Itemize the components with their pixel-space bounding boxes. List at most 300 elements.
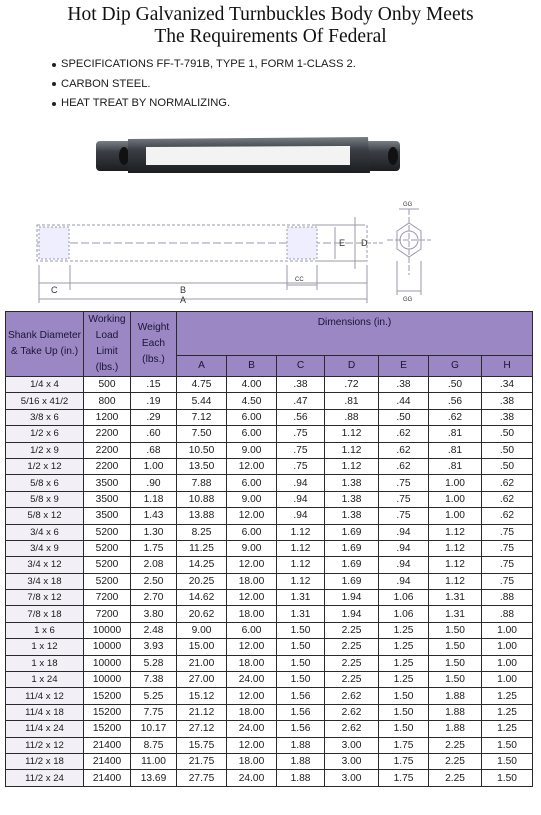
cell-b: 24.00	[227, 770, 277, 786]
cell-a: 9.00	[177, 622, 227, 638]
cell-d: 1.94	[325, 590, 379, 606]
cell-e: .50	[379, 409, 429, 425]
cell-load: 2200	[84, 458, 131, 474]
table-row	[6, 426, 533, 442]
cell-d: 1.12	[325, 426, 379, 442]
cell-shank: 11/4 x 24	[6, 721, 84, 737]
cell-g: .56	[429, 393, 482, 409]
cell-a: 27.12	[177, 721, 227, 737]
cell-c: 1.12	[277, 540, 325, 556]
cell-load: 1200	[84, 409, 131, 425]
cell-h: 1.50	[482, 753, 533, 769]
cell-load: 15200	[84, 688, 131, 704]
cell-weight: 13.69	[131, 770, 177, 786]
cell-d: 2.62	[325, 688, 379, 704]
header-dim-g: G	[429, 356, 482, 377]
cell-b: 12.00	[227, 557, 277, 573]
cell-c: .47	[277, 393, 325, 409]
cell-weight: 5.25	[131, 688, 177, 704]
cell-load: 5200	[84, 573, 131, 589]
cell-b: 4.00	[227, 377, 277, 393]
cell-c: 1.50	[277, 622, 325, 638]
spec-text: CARBON STEEL.	[61, 77, 151, 90]
cell-b: 6.00	[227, 524, 277, 540]
cell-shank: 5/16 x 41/2	[6, 393, 84, 409]
cell-h: .50	[482, 442, 533, 458]
cell-a: 20.62	[177, 606, 227, 622]
cell-shank: 7/8 x 12	[6, 590, 84, 606]
cell-c: 1.88	[277, 753, 325, 769]
cell-a: 13.88	[177, 508, 227, 524]
cell-a: 14.25	[177, 557, 227, 573]
cell-d: 1.38	[325, 508, 379, 524]
cell-shank: 3/4 x 18	[6, 573, 84, 589]
cell-a: 14.62	[177, 590, 227, 606]
dim-label-gg-bottom: GG	[403, 297, 413, 303]
cell-shank: 1/2 x 12	[6, 458, 84, 474]
cell-h: .62	[482, 508, 533, 524]
cell-a: 5.44	[177, 393, 227, 409]
cell-d: 2.62	[325, 721, 379, 737]
cell-b: 18.00	[227, 655, 277, 671]
cell-d: 2.25	[325, 672, 379, 688]
cell-load: 5200	[84, 557, 131, 573]
spec-bullet	[62, 75, 356, 95]
cell-shank: 1/2 x 6	[6, 426, 84, 442]
cell-load: 3500	[84, 475, 131, 491]
cell-e: 1.06	[379, 606, 429, 622]
cell-d: 3.00	[325, 753, 379, 769]
cell-b: 6.00	[227, 475, 277, 491]
cell-shank: 5/8 x 9	[6, 491, 84, 507]
cell-shank: 11/2 x 12	[6, 737, 84, 753]
table-row	[6, 721, 533, 737]
cell-c: .38	[277, 377, 325, 393]
cell-d: 1.12	[325, 442, 379, 458]
cell-c: 1.50	[277, 672, 325, 688]
cell-e: .62	[379, 426, 429, 442]
cell-d: 3.00	[325, 770, 379, 786]
header-dim-a: A	[177, 356, 227, 377]
table-row	[6, 508, 533, 524]
cell-b: 18.00	[227, 704, 277, 720]
cell-g: .50	[429, 377, 482, 393]
table-row	[6, 573, 533, 589]
cell-weight: .29	[131, 409, 177, 425]
cell-b: 12.00	[227, 688, 277, 704]
table-row	[6, 475, 533, 491]
dim-label-b: B	[180, 285, 187, 295]
cell-load: 3500	[84, 491, 131, 507]
cell-weight: 1.43	[131, 508, 177, 524]
cell-b: 12.00	[227, 590, 277, 606]
cell-d: 1.38	[325, 475, 379, 491]
cell-load: 2200	[84, 426, 131, 442]
cell-d: 1.12	[325, 458, 379, 474]
cell-c: 1.50	[277, 639, 325, 655]
cell-g: .81	[429, 458, 482, 474]
dim-label-e: E	[339, 238, 346, 248]
cell-h: 1.00	[482, 655, 533, 671]
cell-weight: 7.38	[131, 672, 177, 688]
cell-g: 1.12	[429, 524, 482, 540]
table-row	[6, 458, 533, 474]
cell-a: 7.12	[177, 409, 227, 425]
turnbuckle-photo	[88, 125, 408, 185]
cell-e: .94	[379, 557, 429, 573]
cell-shank: 11/2 x 24	[6, 770, 84, 786]
cell-b: 12.00	[227, 639, 277, 655]
cell-a: 27.75	[177, 770, 227, 786]
cell-shank: 11/4 x 12	[6, 688, 84, 704]
cell-shank: 5/8 x 12	[6, 508, 84, 524]
cell-a: 15.12	[177, 688, 227, 704]
cell-h: .62	[482, 491, 533, 507]
cell-e: 1.50	[379, 704, 429, 720]
cell-shank: 1 x 24	[6, 672, 84, 688]
cell-shank: 11/2 x 18	[6, 753, 84, 769]
cell-weight: 2.08	[131, 557, 177, 573]
cell-h: .50	[482, 458, 533, 474]
cell-d: 3.00	[325, 737, 379, 753]
cell-c: .56	[277, 409, 325, 425]
cell-g: 1.31	[429, 590, 482, 606]
cell-c: 1.56	[277, 721, 325, 737]
cell-shank: 3/4 x 12	[6, 557, 84, 573]
cell-h: .75	[482, 540, 533, 556]
cell-a: 13.50	[177, 458, 227, 474]
cell-a: 21.12	[177, 704, 227, 720]
spec-text: HEAT TREAT BY NORMALIZING.	[61, 97, 231, 109]
cell-c: 1.56	[277, 688, 325, 704]
turnbuckle-dimension-drawing	[25, 195, 465, 305]
cell-b: 12.00	[227, 458, 277, 474]
cell-shank: 7/8 x 18	[6, 606, 84, 622]
cell-d: 1.69	[325, 524, 379, 540]
table-row	[6, 704, 533, 720]
cell-d: 2.25	[325, 639, 379, 655]
spec-text: SPECIFICATIONS FF-T-791B, TYPE 1, FORM 1-CLASS 2.	[61, 58, 356, 70]
cell-weight: 1.00	[131, 458, 177, 474]
cell-g: 1.12	[429, 540, 482, 556]
cell-h: 1.50	[482, 770, 533, 786]
bullet-dot-icon	[52, 102, 56, 106]
cell-load: 500	[84, 377, 131, 393]
cell-a: 8.25	[177, 524, 227, 540]
cell-d: 1.69	[325, 573, 379, 589]
cell-a: 27.00	[177, 672, 227, 688]
cell-h: .50	[482, 426, 533, 442]
cell-a: 10.88	[177, 491, 227, 507]
cell-weight: 2.50	[131, 573, 177, 589]
header-weight: Weight Each (lbs.)	[131, 312, 177, 377]
cell-b: 18.00	[227, 606, 277, 622]
cell-g: 1.88	[429, 704, 482, 720]
cell-weight: 8.75	[131, 737, 177, 753]
cell-g: 1.50	[429, 639, 482, 655]
cell-load: 2200	[84, 442, 131, 458]
cell-load: 800	[84, 393, 131, 409]
cell-load: 21400	[84, 753, 131, 769]
cell-weight: 1.75	[131, 540, 177, 556]
cell-shank: 11/4 x 18	[6, 704, 84, 720]
cell-d: 1.38	[325, 491, 379, 507]
cell-load: 5200	[84, 524, 131, 540]
cell-e: 1.25	[379, 655, 429, 671]
cell-h: 1.00	[482, 639, 533, 655]
cell-g: 1.50	[429, 622, 482, 638]
header-dim-b: B	[227, 356, 277, 377]
cell-e: .62	[379, 458, 429, 474]
table-row	[6, 557, 533, 573]
cell-h: 1.25	[482, 704, 533, 720]
cell-weight: 7.75	[131, 704, 177, 720]
cell-weight: .15	[131, 377, 177, 393]
cell-d: 1.69	[325, 557, 379, 573]
cell-shank: 3/4 x 9	[6, 540, 84, 556]
cell-c: 1.88	[277, 737, 325, 753]
cell-weight: 1.30	[131, 524, 177, 540]
table-row	[6, 753, 533, 769]
cell-weight: 11.00	[131, 753, 177, 769]
header-shank: Shank Diameter & Take Up (in.)	[6, 312, 84, 377]
cell-g: .62	[429, 409, 482, 425]
cell-a: 7.50	[177, 426, 227, 442]
cell-e: .94	[379, 540, 429, 556]
cell-c: 1.31	[277, 606, 325, 622]
table-row	[6, 442, 533, 458]
header-dim-h: H	[482, 356, 533, 377]
cell-h: .75	[482, 573, 533, 589]
cell-shank: 1/4 x 4	[6, 377, 84, 393]
header-dimensions: Dimensions (in.)	[177, 312, 533, 356]
cell-e: 1.75	[379, 770, 429, 786]
cell-h: 1.50	[482, 737, 533, 753]
cell-c: .94	[277, 475, 325, 491]
cell-h: .34	[482, 377, 533, 393]
table-row	[6, 590, 533, 606]
cell-c: .75	[277, 426, 325, 442]
dim-label-c: C	[51, 285, 58, 295]
cell-weight: .68	[131, 442, 177, 458]
cell-shank: 1 x 12	[6, 639, 84, 655]
spec-bullet	[62, 94, 356, 114]
table-row	[6, 606, 533, 622]
cell-a: 21.75	[177, 753, 227, 769]
cell-a: 20.25	[177, 573, 227, 589]
cell-load: 21400	[84, 737, 131, 753]
cell-g: 1.00	[429, 491, 482, 507]
cell-h: .38	[482, 409, 533, 425]
cell-shank: 3/8 x 6	[6, 409, 84, 425]
cell-load: 21400	[84, 770, 131, 786]
cell-d: 2.25	[325, 622, 379, 638]
cell-e: 1.75	[379, 753, 429, 769]
cell-shank: 5/8 x 6	[6, 475, 84, 491]
cell-c: 1.31	[277, 590, 325, 606]
cell-h: .75	[482, 524, 533, 540]
cell-shank: 1 x 18	[6, 655, 84, 671]
cell-load: 7200	[84, 606, 131, 622]
cell-h: 1.25	[482, 721, 533, 737]
cell-d: .72	[325, 377, 379, 393]
page-title-line-1: Hot Dip Galvanized Turnbuckles Body Onby Meets	[67, 4, 474, 25]
cell-e: .75	[379, 508, 429, 524]
cell-c: .75	[277, 442, 325, 458]
cell-e: 1.50	[379, 721, 429, 737]
cell-a: 15.00	[177, 639, 227, 655]
cell-load: 15200	[84, 721, 131, 737]
cell-e: .94	[379, 524, 429, 540]
cell-b: 9.00	[227, 442, 277, 458]
cell-load: 5200	[84, 540, 131, 556]
cell-c: .94	[277, 508, 325, 524]
cell-g: 2.25	[429, 770, 482, 786]
spec-bullet-list	[62, 55, 356, 114]
cell-b: 6.00	[227, 409, 277, 425]
cell-d: 1.94	[325, 606, 379, 622]
table-row	[6, 377, 533, 393]
cell-e: .75	[379, 475, 429, 491]
cell-d: .88	[325, 409, 379, 425]
cell-g: 2.25	[429, 753, 482, 769]
header-dim-d: D	[325, 356, 379, 377]
cell-weight: 3.93	[131, 639, 177, 655]
cell-h: .88	[482, 590, 533, 606]
cell-e: .62	[379, 442, 429, 458]
table-row	[6, 639, 533, 655]
cell-weight: 2.70	[131, 590, 177, 606]
cell-weight: 1.18	[131, 491, 177, 507]
cell-c: 1.12	[277, 557, 325, 573]
cell-c: 1.12	[277, 524, 325, 540]
cell-g: 1.88	[429, 688, 482, 704]
bullet-dot-icon	[52, 82, 56, 86]
cell-e: 1.25	[379, 672, 429, 688]
header-dim-c: C	[277, 356, 325, 377]
cell-b: 12.00	[227, 737, 277, 753]
cell-load: 10000	[84, 622, 131, 638]
cell-d: 2.62	[325, 704, 379, 720]
cell-shank: 1/2 x 9	[6, 442, 84, 458]
cell-weight: 10.17	[131, 721, 177, 737]
bullet-dot-icon	[52, 63, 56, 67]
cell-weight: 2.48	[131, 622, 177, 638]
cell-c: 1.50	[277, 655, 325, 671]
cell-e: 1.25	[379, 622, 429, 638]
cell-e: 1.25	[379, 639, 429, 655]
cell-c: 1.56	[277, 704, 325, 720]
cell-e: 1.75	[379, 737, 429, 753]
table-row	[6, 393, 533, 409]
cell-h: .75	[482, 557, 533, 573]
cell-c: .94	[277, 491, 325, 507]
cell-g: 1.12	[429, 557, 482, 573]
cell-g: 1.12	[429, 573, 482, 589]
cell-load: 10000	[84, 655, 131, 671]
table-row	[6, 688, 533, 704]
cell-b: 4.50	[227, 393, 277, 409]
table-row	[6, 540, 533, 556]
cell-g: 1.31	[429, 606, 482, 622]
table-row	[6, 770, 533, 786]
table-row	[6, 655, 533, 671]
cell-g: .81	[429, 426, 482, 442]
cell-a: 7.88	[177, 475, 227, 491]
cell-e: .44	[379, 393, 429, 409]
cell-h: .38	[482, 393, 533, 409]
header-working-load: Working Load Limit (lbs.)	[84, 312, 131, 377]
cell-g: 1.00	[429, 508, 482, 524]
dim-label-d: D	[361, 238, 368, 248]
page-title-line-2: The Requirements Of Federal	[154, 26, 387, 47]
cell-e: 1.50	[379, 688, 429, 704]
cell-a: 21.00	[177, 655, 227, 671]
cell-d: .81	[325, 393, 379, 409]
cell-b: 24.00	[227, 672, 277, 688]
cell-load: 10000	[84, 672, 131, 688]
turnbuckle-spec-table	[5, 311, 532, 787]
cell-e: 1.06	[379, 590, 429, 606]
cell-b: 9.00	[227, 540, 277, 556]
cell-a: 10.50	[177, 442, 227, 458]
cell-shank: 3/4 x 6	[6, 524, 84, 540]
table-row	[6, 491, 533, 507]
spec-bullet	[62, 55, 356, 75]
cell-e: .75	[379, 491, 429, 507]
cell-c: 1.88	[277, 770, 325, 786]
table-row	[6, 672, 533, 688]
cell-b: 18.00	[227, 753, 277, 769]
dim-label-cc: CC	[295, 277, 304, 283]
cell-load: 7200	[84, 590, 131, 606]
cell-a: 15.75	[177, 737, 227, 753]
cell-c: 1.12	[277, 573, 325, 589]
cell-g: 2.25	[429, 737, 482, 753]
header-dim-e: E	[379, 356, 429, 377]
cell-e: .38	[379, 377, 429, 393]
cell-d: 2.25	[325, 655, 379, 671]
cell-b: 18.00	[227, 573, 277, 589]
table-row	[6, 737, 533, 753]
cell-h: .62	[482, 475, 533, 491]
dim-label-gg-top: GG	[403, 202, 413, 208]
cell-a: 11.25	[177, 540, 227, 556]
cell-g: 1.00	[429, 475, 482, 491]
cell-h: 1.00	[482, 622, 533, 638]
cell-h: 1.00	[482, 672, 533, 688]
cell-g: .81	[429, 442, 482, 458]
cell-b: 6.00	[227, 622, 277, 638]
cell-weight: 5.28	[131, 655, 177, 671]
cell-h: 1.25	[482, 688, 533, 704]
table-row	[6, 524, 533, 540]
cell-g: 1.50	[429, 672, 482, 688]
cell-weight: .60	[131, 426, 177, 442]
cell-a: 4.75	[177, 377, 227, 393]
cell-g: 1.88	[429, 721, 482, 737]
cell-d: 1.69	[325, 540, 379, 556]
cell-g: 1.50	[429, 655, 482, 671]
cell-weight: .19	[131, 393, 177, 409]
cell-b: 12.00	[227, 508, 277, 524]
cell-load: 10000	[84, 639, 131, 655]
cell-b: 24.00	[227, 721, 277, 737]
cell-h: .88	[482, 606, 533, 622]
cell-weight: 3.80	[131, 606, 177, 622]
cell-b: 9.00	[227, 491, 277, 507]
dim-label-a: A	[180, 295, 187, 305]
